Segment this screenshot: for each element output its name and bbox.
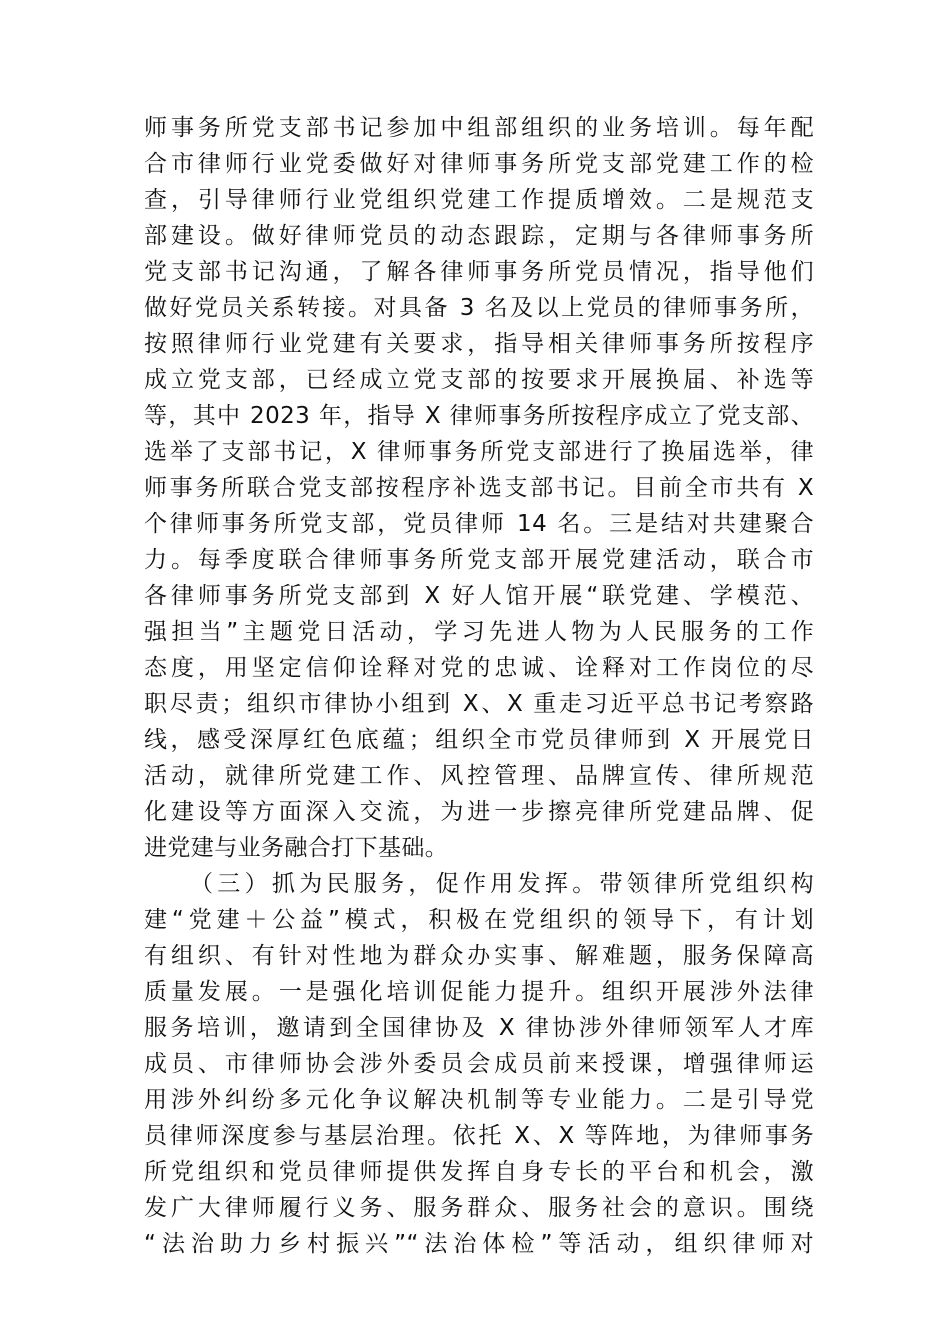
text-line: 活动，就律所党建工作、风控管理、品牌宣传、律所规范 [144, 763, 814, 789]
text-line: 师事务所联合党支部按程序补选支部书记。目前全市共有 X [144, 475, 814, 501]
text-line: 等，其中 2023 年，指导 X 律师事务所按程序成立了党支部、 [144, 403, 814, 429]
text-line: 职尽责；组织市律协小组到 X、X 重走习近平总书记考察路 [144, 691, 814, 717]
text-line: 个律师事务所党支部，党员律师 14 名。三是结对共建聚合 [144, 511, 814, 537]
text-line: 党支部书记沟通，了解各律师事务所党员情况，指导他们 [144, 259, 814, 285]
text-line: 力。每季度联合律师事务所党支部开展党建活动，联合市 [144, 547, 814, 573]
text-line: 发广大律师履行义务、服务群众、服务社会的意识。围绕 [144, 1195, 814, 1221]
text-line: 质量发展。一是强化培训促能力提升。组织开展涉外法律 [144, 979, 814, 1005]
text-line: 查，引导律师行业党组织党建工作提质增效。二是规范支 [144, 187, 814, 213]
paragraph-end-line: 进党建与业务融合打下基础。 [144, 835, 449, 861]
text-line: 服务培训，邀请到全国律协及 X 律协涉外律师领军人才库 [144, 1015, 814, 1041]
text-line: 各律师事务所党支部到 X 好人馆开展“联党建、学模范、 [144, 583, 814, 609]
text-line: 做好党员关系转接。对具备 3 名及以上党员的律师事务所， [144, 295, 814, 321]
text-line: 选举了支部书记，X 律师事务所党支部进行了换届选举，律 [144, 439, 814, 465]
text-line: 有组织、有针对性地为群众办实事、解难题，服务保障高 [144, 943, 814, 969]
text-line: 员律师深度参与基层治理。依托 X、X 等阵地，为律师事务 [144, 1123, 814, 1149]
text-line: 强担当”主题党日活动，学习先进人物为人民服务的工作 [144, 619, 814, 645]
text-line: 所党组织和党员律师提供发挥自身专长的平台和机会，激 [144, 1159, 814, 1185]
text-line: 成员、市律师协会涉外委员会成员前来授课，增强律师运 [144, 1051, 814, 1077]
text-line: 按照律师行业党建有关要求，指导相关律师事务所按程序 [144, 331, 814, 357]
text-line: 合市律师行业党委做好对律师事务所党支部党建工作的检 [144, 151, 814, 177]
text-line: 线，感受深厚红色底蕴；组织全市党员律师到 X 开展党日 [144, 727, 814, 753]
text-line: 师事务所党支部书记参加中组部组织的业务培训。每年配 [144, 115, 814, 141]
text-line: 态度，用坚定信仰诠释对党的忠诚、诠释对工作岗位的尽 [144, 655, 814, 681]
document-body [144, 110, 814, 1262]
text-line: “法治助力乡村振兴”“法治体检”等活动，组织律师对 [144, 1231, 814, 1257]
text-line: 成立党支部，已经成立党支部的按要求开展换届、补选等 [144, 367, 814, 393]
text-line: 建“党建＋公益”模式，积极在党组织的领导下，有计划 [144, 907, 814, 933]
section-heading-line: （三）抓为民服务，促作用发挥。带领律所党组织构 [190, 871, 814, 897]
text-line: 部建设。做好律师党员的动态跟踪，定期与各律师事务所 [144, 223, 814, 249]
text-line: 化建设等方面深入交流，为进一步擦亮律所党建品牌、促 [144, 799, 814, 825]
text-line: 用涉外纠纷多元化争议解决机制等专业能力。二是引导党 [144, 1087, 814, 1113]
